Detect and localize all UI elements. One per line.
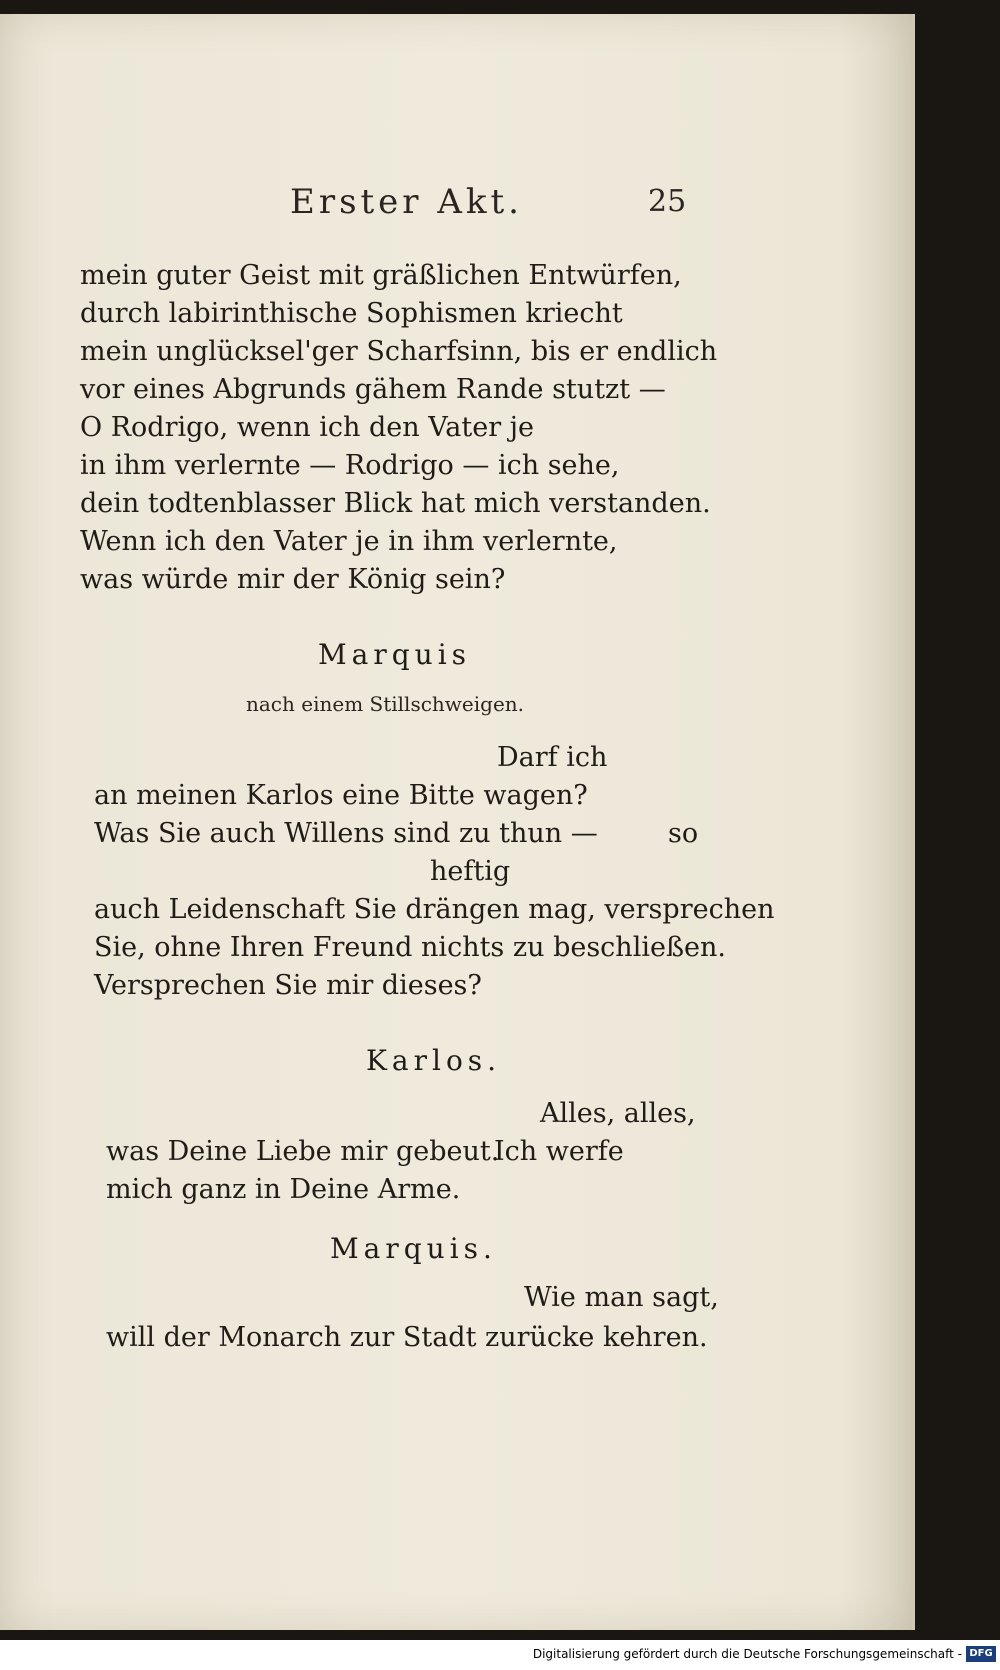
speaker-name: Marquis. <box>330 1232 497 1265</box>
text-line: O Rodrigo, wenn ich den Vater je <box>80 412 535 443</box>
text-line: Wenn ich den Vater je in ihm verlernte, <box>80 526 618 557</box>
text-line: an meinen Karlos eine Bitte wagen? <box>94 780 588 811</box>
text-line: heftig <box>430 856 511 887</box>
text-line: Ich werfe <box>494 1136 624 1167</box>
text-line: was Deine Liebe mir gebeut. <box>106 1136 500 1167</box>
digitization-footer <box>0 1640 1000 1670</box>
text-line: in ihm verlernte — Rodrigo — ich sehe, <box>80 450 620 481</box>
book-page <box>0 14 915 1630</box>
text-line: mein guter Geist mit gräßlichen Entwürfen, <box>80 260 682 291</box>
speaker-name: Karlos. <box>366 1044 502 1077</box>
text-line: mein unglücksel'ger Scharfsinn, bis er endlich <box>80 336 718 367</box>
running-head: Erster Akt. <box>290 182 523 222</box>
funding-credit: Digitalisierung gefördert durch die Deutsche Forschungsgemeinschaft - <box>532 1647 962 1661</box>
text-line: Darf ich <box>497 742 608 773</box>
text-line: vor eines Abgrunds gähem Rande stutzt — <box>80 374 666 405</box>
text-line: Alles, alles, <box>540 1098 696 1129</box>
speaker-name: Marquis <box>318 638 472 671</box>
text-line: was würde mir der König sein? <box>80 564 506 595</box>
text-line: Wie man sagt, <box>524 1282 719 1313</box>
text-line: auch Leidenschaft Sie drängen mag, versprechen <box>94 894 775 925</box>
text-line: Versprechen Sie mir dieses? <box>94 970 482 1001</box>
text-line: Sie, ohne Ihren Freund nichts zu beschließen. <box>94 932 726 963</box>
text-line: so <box>668 818 699 849</box>
text-line: will der Monarch zur Stadt zurücke kehren. <box>106 1322 708 1353</box>
stage-direction: nach einem Stillschweigen. <box>246 692 525 716</box>
dfg-logo: DFG <box>966 1646 996 1662</box>
text-line: durch labirinthische Sophismen kriecht <box>80 298 623 329</box>
page-number: 25 <box>648 184 687 219</box>
text-line: dein todtenblasser Blick hat mich verstanden. <box>80 488 711 519</box>
text-line: mich ganz in Deine Arme. <box>106 1174 461 1205</box>
text-line: Was Sie auch Willens sind zu thun — <box>94 818 598 849</box>
